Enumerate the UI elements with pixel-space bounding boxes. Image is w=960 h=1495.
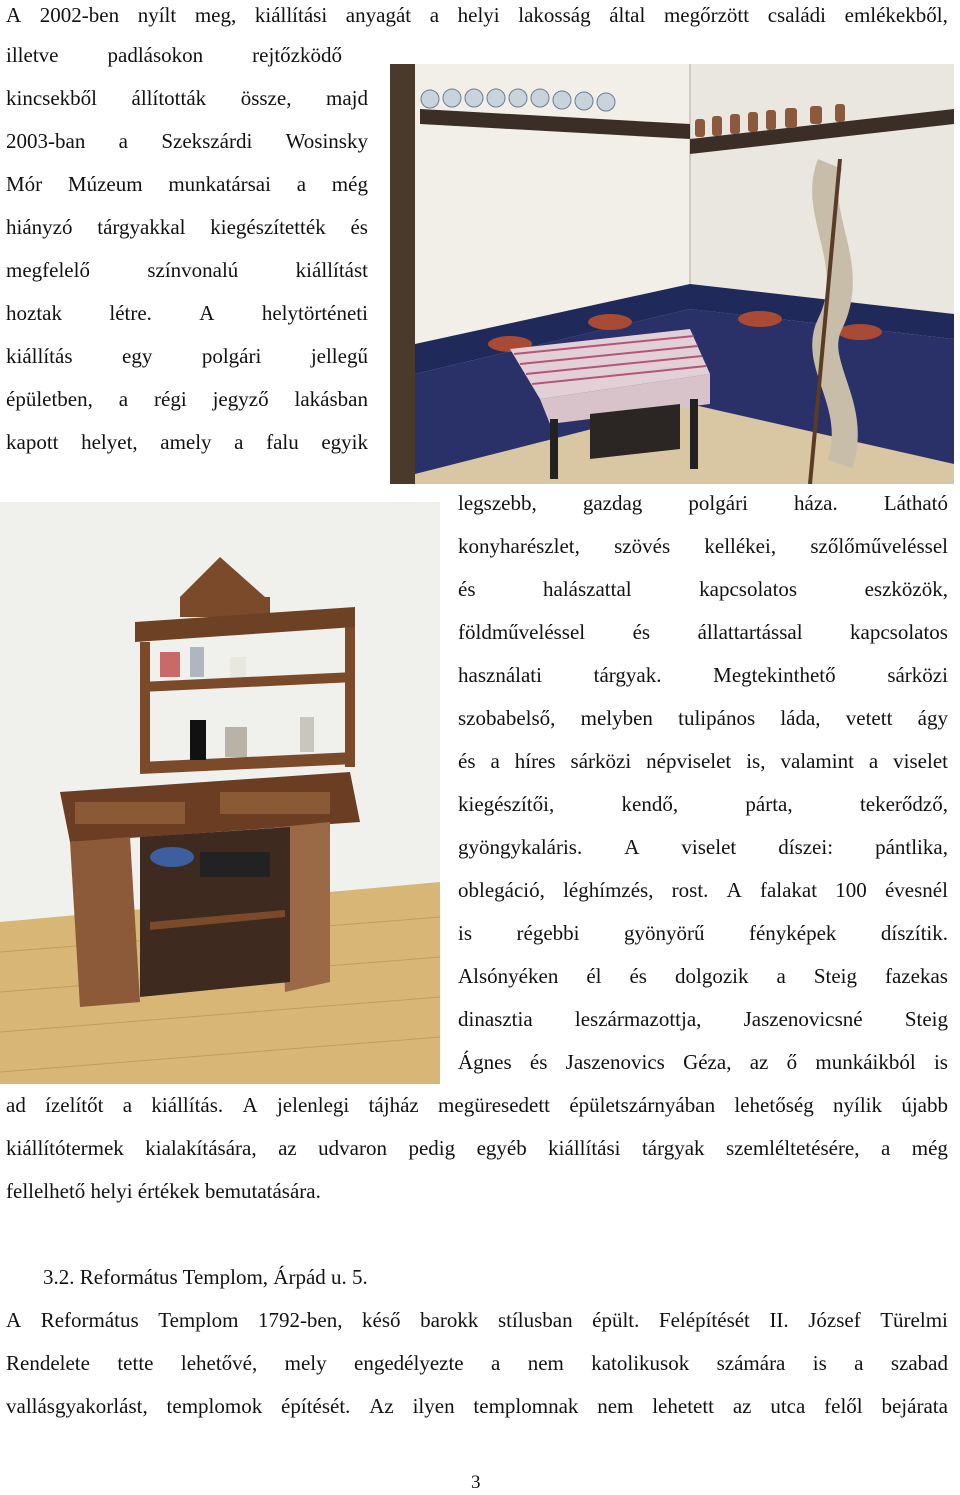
word: eszközök, [864, 577, 948, 601]
word: nem [597, 1394, 634, 1418]
text-line [458, 1050, 948, 1074]
word: léghímzés, [563, 878, 654, 902]
section-heading: 3.2. Református Templom, Árpád u. 5. [43, 1265, 368, 1289]
word: kendő, [621, 792, 679, 816]
word: Református [40, 1308, 139, 1332]
word: fényképek [748, 921, 837, 945]
word: él [586, 964, 602, 988]
text-line [458, 1007, 948, 1031]
word: egy [122, 344, 153, 368]
word: rost. [671, 878, 709, 902]
word: kiállítási [254, 3, 328, 27]
word: Steig [904, 1007, 948, 1031]
word: és [632, 620, 651, 644]
word: gyöngykaláris. [458, 835, 583, 859]
word: háza. [794, 491, 838, 515]
text-line [458, 964, 948, 988]
word: a [118, 129, 128, 153]
word: stílusban [497, 1308, 573, 1332]
word: újabb [901, 1093, 948, 1117]
word: által [609, 3, 646, 27]
word: kapott [6, 430, 59, 454]
word: Géza, [683, 1050, 732, 1074]
word: sárközi [887, 663, 948, 687]
word: össze, [240, 86, 292, 110]
word: még [911, 1136, 948, 1160]
word: is, [746, 749, 766, 773]
word: a [296, 172, 307, 196]
word: falakat [759, 878, 818, 902]
word: a [122, 1093, 133, 1117]
word: Wosinsky [285, 129, 368, 153]
word: falu [266, 430, 299, 454]
word: régebbi [516, 921, 580, 945]
word: legszebb, [458, 491, 537, 515]
word: szőlőműveléssel [810, 534, 948, 558]
word: A [6, 1308, 22, 1332]
word: Steig [813, 964, 857, 988]
word: évesnél [884, 878, 948, 902]
word: a [880, 1136, 891, 1160]
word: Jaszenovics [565, 1050, 665, 1074]
word: hiányzó [6, 215, 73, 239]
word: szobabelső, [458, 706, 556, 730]
text-line [6, 3, 948, 27]
word: ízelítőt [45, 1093, 104, 1117]
text-line [458, 491, 948, 515]
word: is [933, 1050, 948, 1074]
room-photo [390, 64, 954, 484]
word: kiállítás. [151, 1093, 224, 1117]
word: családi [767, 3, 827, 27]
word: épületszárnyában [569, 1093, 716, 1117]
word: katolikusok [591, 1351, 690, 1375]
word: Templom [158, 1308, 239, 1332]
word: kiállítást [295, 258, 368, 282]
word: a [490, 749, 500, 773]
word: építését. [281, 1394, 351, 1418]
word: épületben, [6, 387, 93, 411]
word: dinasztia [458, 1007, 533, 1031]
word: lehetett [652, 1394, 715, 1418]
word: Az [369, 1394, 394, 1418]
word: a [490, 1351, 501, 1375]
word: 2002-ben [39, 3, 120, 27]
word: lakásban [294, 387, 368, 411]
word: a [429, 3, 440, 27]
word: kiegészítették [210, 215, 326, 239]
word: kiállítási [548, 1136, 621, 1160]
word: Megtekinthető [713, 663, 836, 687]
word: is [812, 1351, 827, 1375]
word: és [629, 964, 647, 988]
word: díszei: [778, 835, 834, 859]
text-line [458, 663, 948, 687]
word: dolgozik [674, 964, 749, 988]
word: Felépítését [658, 1308, 750, 1332]
word: tulipános [678, 706, 756, 730]
word: a [234, 430, 244, 454]
word: is [458, 921, 473, 945]
cupboard-photo [0, 502, 440, 1084]
word: létre. [109, 301, 152, 325]
word: templomnak [473, 1394, 579, 1418]
word: lehetővé, [180, 1351, 258, 1375]
word: szemléltetésére, [726, 1136, 860, 1160]
word: vallásgyakorlást, [6, 1394, 148, 1418]
word: kapcsolatos [850, 620, 948, 644]
word: majd [325, 86, 368, 110]
word: földműveléssel [458, 620, 586, 644]
word: jelenlegi [276, 1093, 350, 1117]
word: valamint [780, 749, 854, 773]
word: ágy [917, 706, 948, 730]
word: polgári [688, 491, 748, 515]
word: a [776, 964, 786, 988]
word: késő [362, 1308, 401, 1332]
word: állították [131, 86, 207, 110]
word: színvonalú [147, 258, 239, 282]
word: tárgyakkal [97, 215, 186, 239]
word: bejárata [881, 1394, 948, 1418]
text-line [458, 921, 948, 945]
text-line [6, 1136, 948, 1160]
word: emlékekből, [844, 3, 948, 27]
text-line [458, 706, 948, 730]
word: láda, [780, 706, 821, 730]
word: helytörténeti [261, 301, 368, 325]
word: használati [458, 663, 542, 687]
word: a [118, 387, 129, 411]
word: híres [514, 749, 556, 773]
word: ad [6, 1093, 26, 1117]
word: helyi [457, 3, 500, 27]
word: tárgyak. [593, 663, 662, 687]
word: épült. [592, 1308, 640, 1332]
word: Mór [6, 172, 43, 196]
word: díszítik. [880, 921, 948, 945]
word: viselet [681, 835, 737, 859]
word: és [458, 577, 476, 601]
word: tárgyak [641, 1136, 705, 1160]
word: hoztak [6, 301, 62, 325]
word: tette [117, 1351, 154, 1375]
word: az [278, 1136, 297, 1160]
word: József [808, 1308, 861, 1332]
word: rejtőzködő [252, 43, 342, 67]
word: utca [770, 1394, 806, 1418]
word: számára [716, 1351, 786, 1375]
word: konyharészlet, [458, 534, 580, 558]
word: 1792-ben, [257, 1308, 343, 1332]
word: megőrzött [663, 3, 750, 27]
word: A [624, 835, 640, 859]
word: nyílt [137, 3, 177, 27]
text-line [6, 172, 368, 196]
word: jegyző [212, 387, 269, 411]
text-line-p2 [6, 1308, 948, 1332]
word: szövés [614, 534, 671, 558]
text-line-p2 [6, 1351, 948, 1375]
word: barokk [420, 1308, 479, 1332]
word: 2003-ban [6, 129, 86, 153]
text-line [6, 43, 342, 67]
word: és [529, 1050, 548, 1074]
word: és [458, 749, 476, 773]
word: kapcsolatos [699, 577, 798, 601]
word: mely [284, 1351, 327, 1375]
text-line [6, 301, 368, 325]
word: melyben [580, 706, 653, 730]
word: padlásokon [107, 43, 204, 67]
word: Szekszárdi [161, 129, 253, 153]
text-line [6, 86, 368, 110]
text-line [6, 258, 368, 282]
word: polgári [201, 344, 262, 368]
word: Rendelete [6, 1351, 90, 1375]
word: az [732, 1394, 752, 1418]
word: tájház [368, 1093, 419, 1117]
word: kialakítására, [145, 1136, 257, 1160]
word: és [350, 215, 368, 239]
word: az [749, 1050, 769, 1074]
word: gazdag [582, 491, 643, 515]
word: egyéb [476, 1136, 527, 1160]
word: kellékei, [704, 534, 777, 558]
text-line [458, 620, 948, 644]
word: illetve [6, 43, 59, 67]
word: leszármazottja, [574, 1007, 702, 1031]
word: engedélyezte [354, 1351, 464, 1375]
word: megfelelő [6, 258, 90, 282]
word: anyagát [345, 3, 412, 27]
word: nyílik [833, 1093, 883, 1117]
word: felől [824, 1394, 863, 1418]
word: pántlika, [875, 835, 948, 859]
word: Türelmi [880, 1308, 948, 1332]
text-line [6, 430, 368, 454]
word: II. [769, 1308, 789, 1332]
word: szabad [890, 1351, 948, 1375]
text-line [458, 878, 948, 902]
word: ő [786, 1050, 798, 1074]
word: ilyen [412, 1394, 455, 1418]
word: A [242, 1093, 258, 1117]
word: 100 [835, 878, 867, 902]
page-number: 3 [471, 1472, 481, 1493]
word: A [199, 301, 215, 325]
word: egyik [321, 430, 368, 454]
word: Ágnes [458, 1050, 512, 1074]
word: A [6, 3, 22, 27]
word: jellegű [310, 344, 368, 368]
word: fazekas [884, 964, 948, 988]
text-line [458, 792, 948, 816]
text-line [6, 387, 368, 411]
text-line [6, 129, 368, 153]
word: halászattal [543, 577, 632, 601]
word: gyönyörű [623, 921, 705, 945]
word: kiállítás [6, 344, 73, 368]
word: Látható [883, 491, 948, 515]
word: viselet [893, 749, 948, 773]
word: népviselet [646, 749, 732, 773]
word: sárközi [570, 749, 632, 773]
word: amely [160, 430, 212, 454]
word: a [868, 749, 879, 773]
text-line [458, 749, 948, 773]
word: oblegáció, [458, 878, 545, 902]
text-line-p2 [6, 1394, 948, 1418]
word: a [854, 1351, 864, 1375]
word: pedig [408, 1136, 456, 1160]
word: vetett [845, 706, 893, 730]
text-line [458, 534, 948, 558]
word: munkatársai [168, 172, 271, 196]
word: nem [527, 1351, 564, 1375]
text-line [6, 344, 368, 368]
word: lehetőség [734, 1093, 814, 1117]
word: régi [154, 387, 187, 411]
word: Alsónyéken [458, 964, 559, 988]
text-line [6, 1093, 948, 1117]
text-line [6, 215, 368, 239]
word: udvaron [318, 1136, 387, 1160]
word: lakosság [518, 3, 591, 27]
word: helyet, [81, 430, 138, 454]
word: meg, [194, 3, 237, 27]
word: munkáikból [815, 1050, 916, 1074]
word: A [726, 878, 742, 902]
text-line [458, 577, 948, 601]
word: tekerődző, [859, 792, 948, 816]
word: templomok [166, 1394, 263, 1418]
word: Jaszenovicsné [743, 1007, 863, 1031]
word: állattartással [697, 620, 803, 644]
text-line [458, 835, 948, 859]
text-line-last: fellelhető helyi értékek bemutatására. [6, 1179, 321, 1203]
word: Múzeum [67, 172, 143, 196]
word: párta, [745, 792, 793, 816]
word: kiállítótermek [6, 1136, 124, 1160]
word: kiegészítői, [458, 792, 555, 816]
word: megüresedett [438, 1093, 550, 1117]
word: még [331, 172, 368, 196]
word: kincsekből [6, 86, 97, 110]
